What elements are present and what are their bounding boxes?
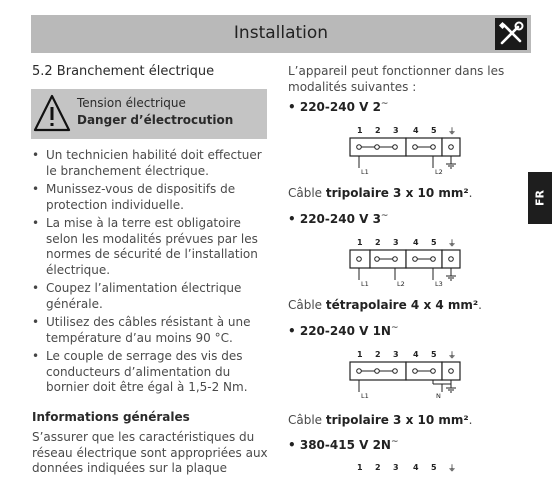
- line-label: L1: [361, 168, 369, 176]
- list-item: • Utilisez des câbles résistant à une température d’au moins 90 °C.: [32, 315, 270, 346]
- warning-text: [77, 95, 233, 129]
- line-label: L3: [435, 280, 443, 288]
- ac-symbol: ~: [390, 437, 399, 447]
- list-item: • Un technicien habilité doit effectuer le branchement électrique.: [32, 148, 270, 179]
- voltage-config-1: [288, 99, 388, 114]
- info-text: S’assurer que les caractéristiques du réseau électrique sont appropriées aux données indiquées sur la plaque: [32, 430, 268, 475]
- terminal-diagram-2: [346, 236, 466, 288]
- terminal-number: 2: [375, 463, 381, 472]
- cable-spec-1: [288, 186, 472, 200]
- intro-text: L’appareil peut fonctionner dans les modalités suivantes :: [288, 64, 505, 94]
- list-item: • Le couple de serrage des vis des conducteurs d’alimentation du bornier doit être égal à 1,5-2 Nm.: [32, 349, 270, 396]
- voltage-config-4: [288, 437, 399, 452]
- terminal-number: 5: [431, 238, 437, 247]
- terminal-number: 4: [413, 126, 419, 135]
- line-label: L1: [361, 280, 369, 288]
- section-header: [31, 15, 531, 53]
- list-item: • Coupez l’alimentation électrique générale.: [32, 281, 270, 312]
- terminal-diagram-4: [346, 461, 466, 473]
- cable-type: tétrapolaire 4 x 4 mm²: [325, 298, 479, 312]
- warning-line-2: Danger d’électrocution: [77, 113, 234, 127]
- page-title: Installation: [233, 23, 329, 43]
- terminal-number: 1: [357, 126, 363, 135]
- voltage-label: • 220-240 V 2: [288, 100, 381, 114]
- cable-spec-2: [288, 298, 482, 312]
- right-column: [288, 64, 508, 95]
- voltage-label: • 380-415 V 2N: [288, 438, 391, 452]
- terminal-diagram-1: [346, 124, 466, 176]
- cable-prefix: Câble: [288, 298, 326, 312]
- ac-symbol: ~: [380, 211, 389, 221]
- terminal-number: 5: [431, 350, 437, 359]
- warning-triangle-icon: [33, 93, 71, 133]
- terminal-number: 4: [413, 463, 419, 472]
- line-label: L2: [397, 280, 405, 288]
- cable-type: tripolaire 3 x 10 mm²: [325, 186, 469, 200]
- section-title: 5.2 Branchement électrique: [32, 64, 215, 79]
- cable-suffix: .: [468, 413, 473, 427]
- voltage-config-3: [288, 323, 399, 338]
- terminal-diagram-3: [346, 348, 466, 400]
- terminal-number: 1: [357, 463, 363, 472]
- terminal-number: 4: [413, 350, 419, 359]
- language-label: FR: [533, 190, 547, 206]
- earth-symbol: ⏚: [448, 127, 456, 136]
- warning-box: [31, 89, 267, 139]
- terminal-numbers: [357, 126, 456, 136]
- terminal-number: 2: [375, 350, 381, 359]
- terminal-number: 4: [413, 238, 419, 247]
- cable-suffix: .: [478, 298, 482, 312]
- ac-symbol: ~: [390, 323, 399, 333]
- terminal-number: 2: [375, 126, 381, 135]
- info-title: Informations générales: [32, 410, 190, 424]
- terminal-number: 5: [431, 126, 437, 135]
- line-label: L1: [361, 392, 369, 400]
- cable-prefix: Câble: [288, 186, 326, 200]
- earth-symbol: ⏚: [448, 351, 456, 360]
- terminal-number: 3: [393, 350, 399, 359]
- earth-symbol: ⏚: [448, 464, 456, 473]
- terminal-number: 2: [375, 238, 381, 247]
- terminal-number: 1: [357, 238, 363, 247]
- voltage-label: • 220-240 V 3: [288, 212, 381, 226]
- cable-type: tripolaire 3 x 10 mm²: [325, 413, 469, 427]
- safety-list: [32, 148, 270, 399]
- terminal-number: 3: [393, 238, 399, 247]
- terminal-number: 3: [393, 126, 399, 135]
- voltage-config-2: [288, 211, 388, 226]
- terminal-number: 3: [393, 463, 399, 472]
- list-item: • La mise à la terre est obligatoire selon les modalités prévues par les normes de sécurité de l’installation électrique.: [32, 216, 270, 278]
- line-label: L2: [435, 168, 443, 176]
- list-item: • Munissez-vous de dispositifs de protection individuelle.: [32, 182, 270, 213]
- cable-suffix: .: [468, 186, 473, 200]
- terminal-number: 1: [357, 350, 363, 359]
- ac-symbol: ~: [380, 99, 389, 109]
- terminal-number: 5: [431, 463, 437, 472]
- earth-symbol: ⏚: [448, 239, 456, 248]
- language-tab: [528, 172, 552, 224]
- cable-prefix: Câble: [288, 413, 326, 427]
- tools-icon: [495, 18, 527, 50]
- voltage-label: • 220-240 V 1N: [288, 324, 391, 338]
- cable-spec-3: [288, 413, 472, 427]
- warning-line-1: Tension électrique: [77, 96, 186, 110]
- neutral-label: N: [436, 392, 441, 400]
